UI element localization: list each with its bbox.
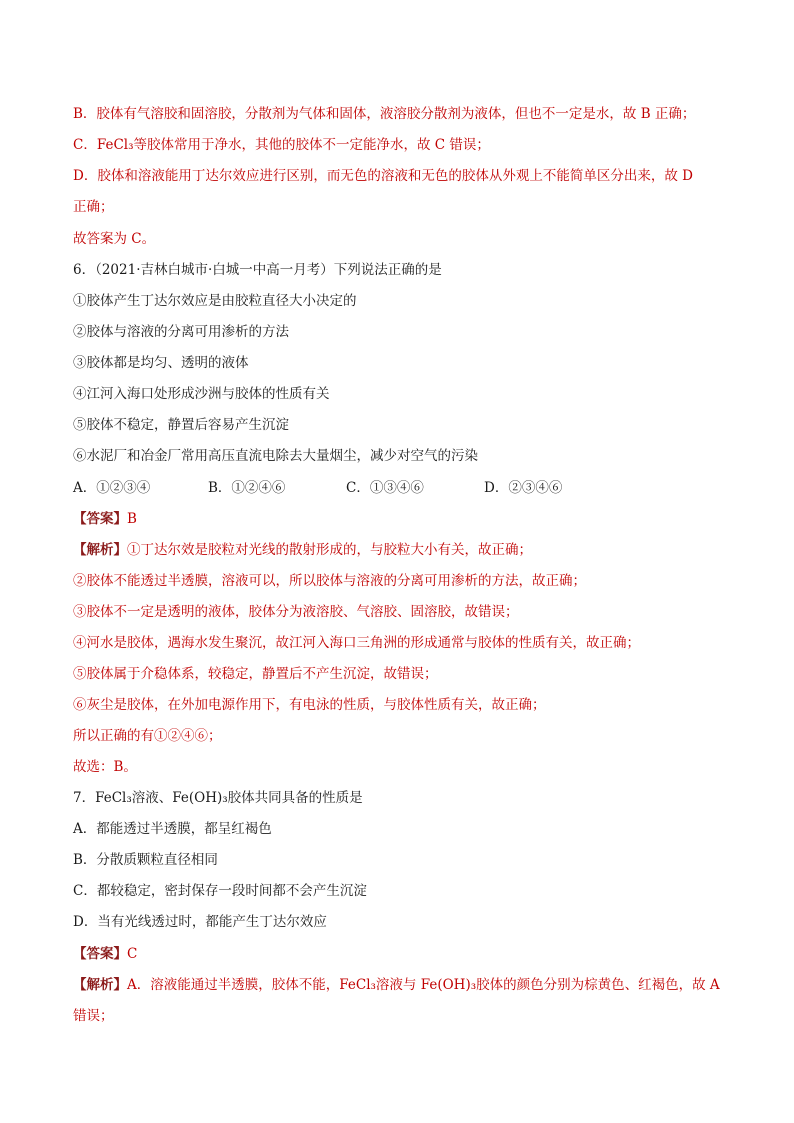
q7-analysis-first-row [73,975,720,995]
q6-option-d: D．②③④⑥ [484,480,563,496]
q7-answer-row [73,944,137,964]
q6-choice: 故选：B。 [73,759,137,775]
q6-analysis-line: ⑤胶体属于介稳体系，较稳定，静置后不产生沉淀，故错误； [73,666,438,682]
q6-statement: ⑤胶体不稳定，静置后容易产生沉淀 [73,417,289,433]
analysis-line-d2: 正确； [73,199,114,215]
analysis-line-b: B．胶体有气溶胶和固溶胶，分散剂为气体和固体，液溶胶分散剂为液体，但也不一定是水，故 B 正确； [73,106,696,122]
q6-statement: ②胶体与溶液的分离可用渗析的方法 [73,324,289,340]
analysis-text: A．溶液能通过半透膜，胶体不能，FeCl₃溶液与 Fe(OH)₃胶体的颜色分别为棕黄色、红褐色，故 A [127,977,720,993]
q6-statement: ①胶体产生丁达尔效应是由胶粒直径大小决定的 [73,293,357,309]
q6-statement: ⑥水泥厂和冶金厂常用高压直流电除去大量烟尘，减少对空气的污染 [73,448,478,464]
q6-analysis-line: ④河水是胶体，遇海水发生聚沉，故江河入海口三角洲的形成通常与胶体的性质有关，故正确； [73,635,640,651]
q7-option-c: C．都较稳定，密封保存一段时间都不会产生沉淀 [73,883,367,899]
analysis-line-c: C．FeCl₃等胶体常用于净水，其他的胶体不一定能净水，故 C 错误； [73,137,490,153]
q6-conclusion: 所以正确的有①②④⑥； [73,728,222,744]
q6-analysis-first-row [73,540,532,560]
q6-analysis-line: ③胶体不一定是透明的液体，胶体分为液溶胶、气溶胶、固溶胶，故错误； [73,604,519,620]
answer-value: B [127,511,137,527]
q6-statement: ④江河入海口处形成沙洲与胶体的性质有关 [73,386,330,402]
q6-answer-row [73,509,137,529]
q6-option-a: A．①②③④ [73,480,151,496]
analysis-line-d1: D．胶体和溶液能用丁达尔效应进行区别，而无色的溶液和无色的胶体从外观上不能简单区分出来，故 D [73,168,693,184]
q6-option-c: C．①③④⑥ [346,480,424,496]
question-7-stem: 7．FeCl₃溶液、Fe(OH)₃胶体共同具备的性质是 [73,790,363,806]
analysis-tag: 【解析】 [73,977,127,993]
q6-option-b: B．①②④⑥ [208,480,286,496]
q6-analysis-line: ⑥灰尘是胶体，在外加电源作用下，有电泳的性质，与胶体性质有关，故正确； [73,697,546,713]
q7-option-d: D．当有光线透过时，都能产生丁达尔效应 [73,914,327,930]
answer-tag: 【答案】 [73,511,127,527]
question-6-stem: 6．（2021·吉林白城市·白城一中高一月考）下列说法正确的是 [73,262,442,278]
analysis-answer-line: 故答案为 C。 [73,231,156,247]
q6-statement: ③胶体都是均匀、透明的液体 [73,355,249,371]
q6-analysis-line: ②胶体不能透过半透膜，溶液可以，所以胶体与溶液的分离可用渗析的方法，故正确； [73,573,586,589]
answer-value: C [127,946,138,962]
analysis-tag: 【解析】 [73,542,127,558]
q7-option-a: A．都能透过半透膜，都呈红褐色 [73,821,272,837]
q7-option-b: B．分散质颗粒直径相同 [73,852,218,868]
analysis-text: ①丁达尔效是胶粒对光线的散射形成的，与胶粒大小有关，故正确； [127,542,532,558]
answer-tag: 【答案】 [73,946,127,962]
q7-analysis-line: 错误； [73,1008,114,1024]
